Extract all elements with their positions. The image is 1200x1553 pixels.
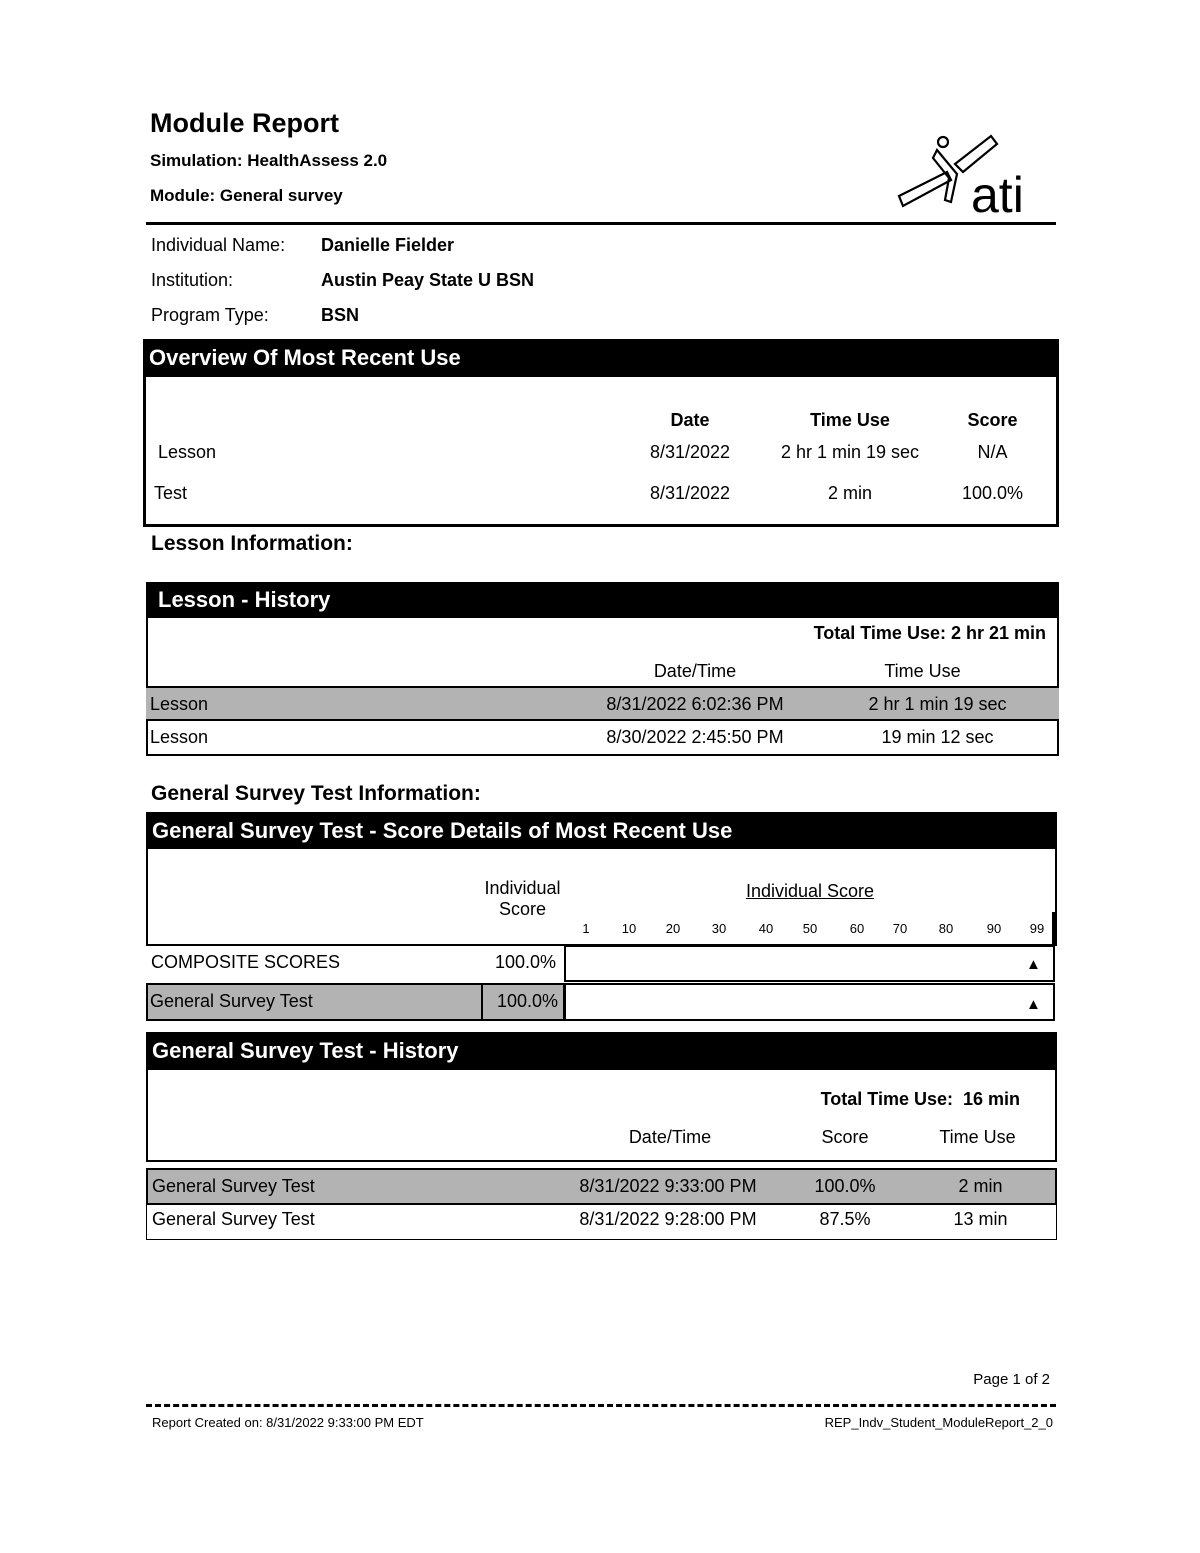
score-marker-icon: ▲ (1026, 956, 1041, 973)
lesson-row-label: Lesson (150, 727, 209, 747)
scale-end-mark (1052, 912, 1055, 944)
test-col-score: Score (821, 1127, 869, 1147)
test-info-heading: General Survey Test Information: (151, 782, 481, 805)
scale-tick-label: 99 (1029, 921, 1045, 936)
test-row-datetime: 8/31/2022 9:28:00 PM (579, 1209, 757, 1229)
logo-swoosh-left (899, 172, 951, 206)
lesson-row-datetime: 8/30/2022 2:45:50 PM (606, 727, 784, 747)
test-row-score: 100.0% (814, 1176, 876, 1196)
test-history-title: General Survey Test - History (146, 1032, 1057, 1070)
scale-tick-label: 10 (621, 921, 637, 936)
test-row-time: 2 min (958, 1176, 1003, 1196)
test-row-label: General Survey Test (152, 1209, 315, 1229)
lesson-total-time: Total Time Use: 2 hr 21 min (813, 623, 1046, 643)
lesson-info-heading: Lesson Information: (151, 532, 353, 555)
individual-score-col-line2: Score (498, 899, 547, 919)
individual-score-col-header (470, 878, 575, 920)
lesson-history-title: Lesson - History (146, 582, 1059, 618)
lesson-row-time: 19 min 12 sec (881, 727, 994, 747)
lesson-row-label: Lesson (150, 694, 209, 714)
test-row-score: 87.5% (819, 1209, 871, 1229)
test-history-header (146, 1070, 1057, 1162)
page-number: Page 1 of 2 (973, 1371, 1050, 1388)
score-row-label: COMPOSITE SCORES (151, 952, 341, 972)
score-row-value: 100.0% (496, 991, 558, 1011)
program-type-label: Program Type: (151, 305, 269, 325)
score-bar-track (564, 945, 1055, 982)
individual-name-label: Individual Name: (151, 235, 286, 255)
score-details-header (146, 849, 1057, 944)
individual-name: Danielle Fielder (321, 235, 455, 255)
overview-col-time: Time Use (810, 410, 890, 430)
report-created: Report Created on: 8/31/2022 9:33:00 PM EDT (152, 1415, 424, 1430)
overview-title: Overview Of Most Recent Use (143, 339, 1059, 377)
test-total-time: Total Time Use: 16 min (820, 1089, 1020, 1109)
individual-score-col-line1: Individual (484, 878, 561, 898)
lesson-row-time: 2 hr 1 min 19 sec (868, 694, 1007, 714)
score-row-value: 100.0% (494, 952, 556, 972)
ati-logo (893, 132, 1043, 220)
scale-tick-label: 20 (665, 921, 681, 936)
overview-row-time: 2 min (827, 483, 872, 503)
test-col-time: Time Use (939, 1127, 1016, 1147)
module-name: Module: General survey (150, 186, 343, 205)
overview-col-score: Score (967, 410, 1018, 430)
logo-head (938, 137, 948, 147)
page-title: Module Report (150, 108, 339, 138)
scale-tick-label: 40 (758, 921, 774, 936)
program-type: BSN (321, 305, 360, 325)
table-row (146, 1203, 1057, 1240)
overview-row-label: Test (154, 483, 188, 503)
overview-row-date: 8/31/2022 (649, 483, 731, 503)
individual-score-scale-title: Individual Score (745, 881, 875, 901)
overview-row-score: N/A (977, 442, 1008, 462)
overview-row-label: Lesson (158, 442, 217, 462)
test-row-label: General Survey Test (152, 1176, 315, 1196)
lesson-row-datetime: 8/31/2022 6:02:36 PM (606, 694, 784, 714)
scale-tick-label: 50 (802, 921, 818, 936)
simulation-name: Simulation: HealthAssess 2.0 (150, 151, 388, 170)
table-row (146, 983, 565, 1021)
table-row (146, 1168, 1057, 1205)
overview-row-time: 2 hr 1 min 19 sec (780, 442, 920, 462)
institution-label: Institution: (151, 270, 234, 290)
overview-col-date: Date (670, 410, 710, 430)
overview-row-date: 8/31/2022 (649, 442, 731, 462)
table-row (146, 721, 1059, 756)
score-row-label: General Survey Test (150, 991, 313, 1011)
institution: Austin Peay State U BSN (321, 270, 535, 290)
test-row-time: 13 min (953, 1209, 1008, 1229)
score-details-title: General Survey Test - Score Details of Most Recent Use (146, 812, 1057, 849)
overview-row-score: 100.0% (961, 483, 1024, 503)
scale-tick-label: 30 (711, 921, 727, 936)
score-bar-track (564, 983, 1055, 1021)
lesson-col-time: Time Use (884, 661, 961, 681)
footer-rule (146, 1404, 1056, 1407)
table-row (146, 686, 1059, 721)
scale-tick-label: 80 (938, 921, 954, 936)
scale-tick-label: 1 (582, 921, 590, 936)
test-row-datetime: 8/31/2022 9:33:00 PM (579, 1176, 757, 1196)
score-marker-icon: ▲ (1026, 996, 1041, 1013)
scale-tick-label: 70 (892, 921, 908, 936)
header-rule (146, 222, 1056, 225)
scale-tick-label: 90 (986, 921, 1002, 936)
lesson-col-datetime: Date/Time (653, 661, 737, 681)
test-col-datetime: Date/Time (628, 1127, 712, 1147)
logo-wordmark: ati (971, 167, 1024, 220)
report-id: REP_Indv_Student_ModuleReport_2_0 (824, 1415, 1053, 1430)
scale-tick-label: 60 (849, 921, 865, 936)
